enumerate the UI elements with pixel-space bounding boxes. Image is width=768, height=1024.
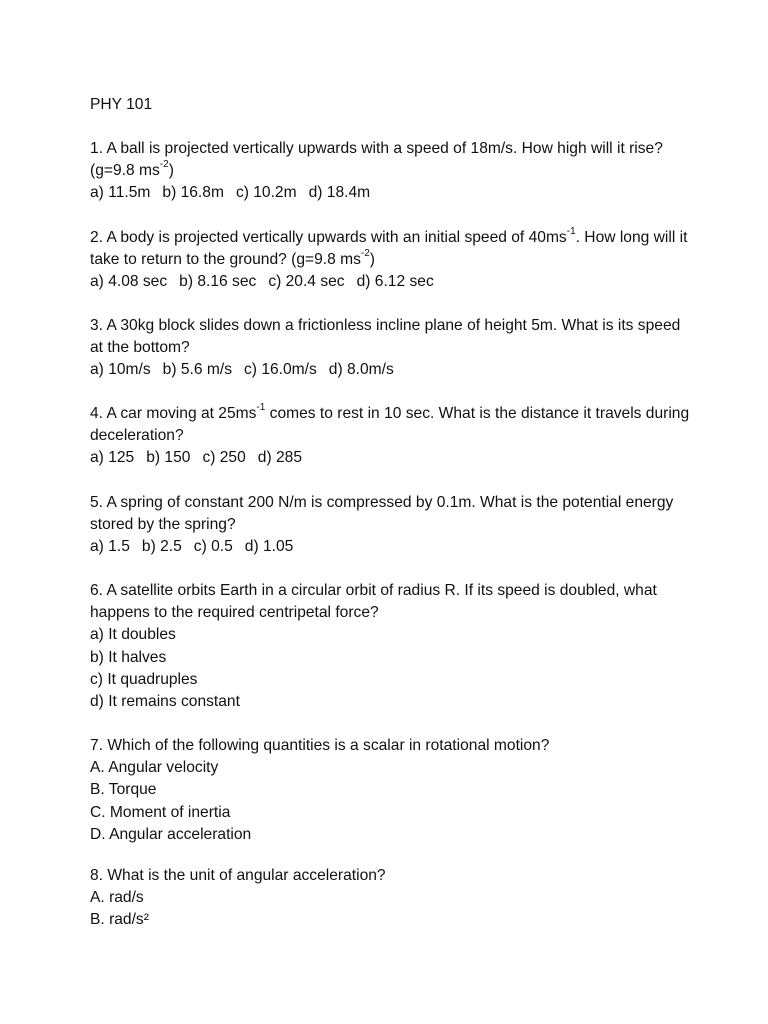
question-7 xyxy=(90,735,690,846)
question-1-stem-end: ) xyxy=(168,162,174,180)
question-2-exponent: -1 xyxy=(566,225,576,237)
question-3 xyxy=(90,315,690,382)
option-d: d) 285 xyxy=(257,449,302,467)
question-1-options xyxy=(90,182,690,204)
option-b: b) 2.5 xyxy=(141,538,182,556)
option-c: c) 250 xyxy=(202,449,246,467)
question-8 xyxy=(90,865,690,932)
option-d: D. Angular acceleration xyxy=(90,825,252,843)
option-b: B. rad/s² xyxy=(90,911,149,929)
question-2-exponent-2: -2 xyxy=(360,248,370,260)
question-1-stem-text: 1. A ball is projected vertically upwards with a speed of 18m/s. How high will it rise? (g=9.8 ms xyxy=(90,140,663,180)
option-a: a) It doubles xyxy=(90,626,176,644)
option-b: b) 16.8m xyxy=(162,184,224,202)
option-b: B. Torque xyxy=(90,781,157,799)
option-d: d) 8.0m/s xyxy=(328,361,394,379)
option-c: c) 10.2m xyxy=(235,184,297,202)
option-a: A. Angular velocity xyxy=(90,759,219,777)
question-1-stem xyxy=(90,138,690,182)
option-a: a) 1.5 xyxy=(90,538,130,556)
option-b: b) 8.16 sec xyxy=(179,273,257,291)
question-4-stem-text: 4. A car moving at 25ms xyxy=(90,405,257,422)
option-d: d) 18.4m xyxy=(308,184,371,202)
question-6-stem: 6. A satellite orbits Earth in a circular orbit of radius R. If its speed is doubled, what happens to the required centripetal force? xyxy=(90,582,657,622)
option-d: d) It remains constant xyxy=(90,693,240,711)
option-c: c) 16.0m/s xyxy=(244,361,317,379)
question-2-stem-text: 2. A body is projected vertically upwards with an initial speed of 40ms xyxy=(90,229,567,246)
question-4-exponent: -1 xyxy=(256,401,266,413)
option-d: d) 6.12 sec xyxy=(356,273,434,291)
question-1-exponent: -2 xyxy=(159,159,169,171)
question-2 xyxy=(90,227,690,294)
option-a: a) 125 xyxy=(90,449,135,467)
question-7-stem: 7. Which of the following quantities is a scalar in rotational motion? xyxy=(90,737,550,754)
option-d: d) 1.05 xyxy=(244,538,294,556)
question-1 xyxy=(90,138,690,205)
question-5-stem: 5. A spring of constant 200 N/m is compressed by 0.1m. What is the potential energy stored by the spring? xyxy=(90,494,674,534)
document-title: PHY 101 xyxy=(90,96,153,113)
question-6 xyxy=(90,580,690,713)
option-c: C. Moment of inertia xyxy=(90,803,231,821)
option-b: b) It halves xyxy=(90,648,167,666)
option-c: c) 0.5 xyxy=(193,538,233,556)
question-5-options xyxy=(90,536,690,558)
option-a: a) 4.08 sec xyxy=(90,273,168,291)
option-c: c) 20.4 sec xyxy=(268,273,345,291)
question-8-stem: 8. What is the unit of angular acceleration? xyxy=(90,867,386,884)
question-2-stem-middle: . How long will it take to return to the ground? (g=9.8 ms xyxy=(90,229,688,269)
question-4 xyxy=(90,403,690,470)
question-5 xyxy=(90,492,690,559)
option-b: b) 150 xyxy=(146,449,191,467)
option-a: a) 11.5m xyxy=(90,184,151,202)
option-b: b) 5.6 m/s xyxy=(162,361,232,379)
question-2-options xyxy=(90,271,690,293)
question-3-options xyxy=(90,359,690,381)
question-2-stem xyxy=(90,227,690,271)
question-2-stem-end: ) xyxy=(369,251,375,269)
question-4-stem xyxy=(90,403,690,447)
question-3-stem: 3. A 30kg block slides down a frictionless incline plane of height 5m. What is its speed at the bottom? xyxy=(90,317,681,357)
question-4-options xyxy=(90,447,690,469)
option-a: a) 10m/s xyxy=(90,361,151,379)
option-c: c) It quadruples xyxy=(90,670,198,688)
question-4-stem-end: comes to rest in 10 sec. What is the distance it travels during deceleration? xyxy=(90,405,690,445)
option-a: A. rad/s xyxy=(90,889,144,907)
